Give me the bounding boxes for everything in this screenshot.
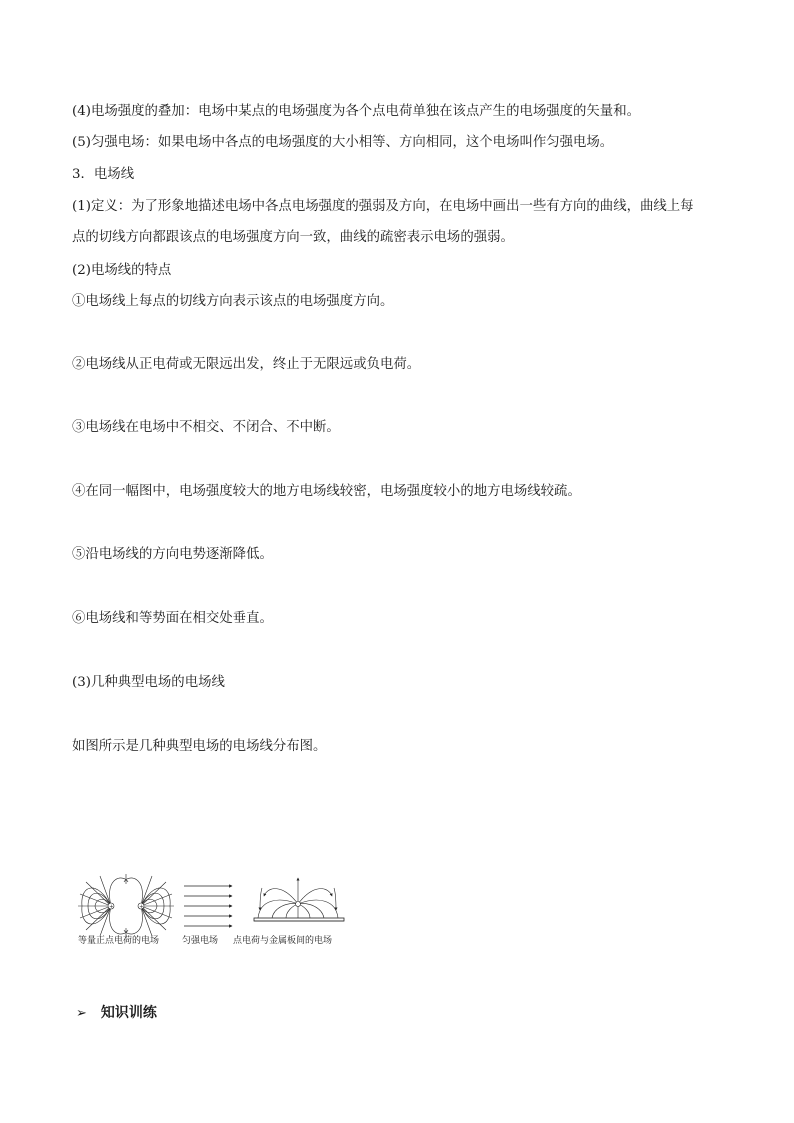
feature-6: ⑥电场线和等势面在相交处垂直。 (72, 611, 273, 626)
paragraph-uniform-field: (5)匀强电场：如果电场中各点的电场强度的大小相等、方向相同，这个电场叫作匀强电场。 (72, 135, 614, 150)
caption-charge-plate: 点电荷与金属板间的电场 (233, 936, 333, 946)
feature-2: ②电场线从正电荷或无限远出发，终止于无限远或负电荷。 (72, 357, 421, 372)
svg-text:+: + (139, 904, 144, 910)
section-heading-field-lines: 3．电场线 (72, 167, 135, 182)
typical-fields-title: (3)几种典型电场的电场线 (72, 675, 225, 690)
equal-positive-charges-diagram (78, 874, 174, 938)
feature-1: ①电场线上每点的切线方向表示该点的电场强度方向。 (72, 294, 394, 309)
features-title: (2)电场线的特点 (72, 263, 172, 278)
charge-plate-diagram (254, 878, 344, 921)
typical-fields-intro: 如图所示是几种典型电场的电场线分布图。 (72, 739, 327, 754)
definition-line-1: (1)定义：为了形象地描述电场中各点电场强度的强弱及方向，在电场中画出一些有方向的曲线，曲线上每 (72, 199, 694, 214)
svg-text:+: + (109, 904, 114, 910)
feature-5: ⑤沿电场线的方向电势逐渐降低。 (72, 547, 273, 562)
arrow-bullet-icon: ➢ (76, 1006, 87, 1021)
knowledge-training-heading (76, 1002, 157, 1022)
uniform-field-diagram (184, 886, 232, 926)
definition-line-2: 点的切线方向都跟该点的电场强度方向一致，曲线的疏密表示电场的强弱。 (72, 230, 514, 245)
knowledge-training-title: 知识训练 (100, 1005, 157, 1021)
feature-4: ④在同一幅图中，电场强度较大的地方电场线较密，电场强度较小的地方电场线较疏。 (72, 484, 581, 499)
caption-equal-positive-charges: 等量正点电荷的电场 (78, 936, 160, 946)
paragraph-superposition: (4)电场强度的叠加：电场中某点的电场强度为各个点电荷单独在该点产生的电场强度的矢量和。 (72, 104, 640, 119)
caption-uniform-field: 匀强电场 (182, 936, 219, 946)
feature-3: ③电场线在电场中不相交、不闭合、不中断。 (72, 420, 340, 435)
